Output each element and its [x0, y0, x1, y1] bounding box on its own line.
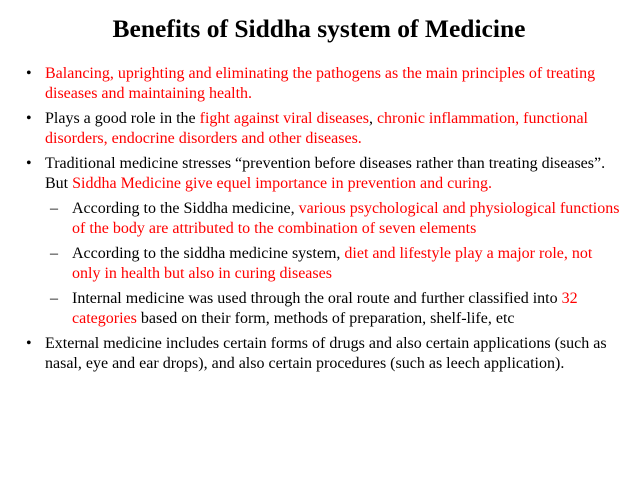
bullet-text — [45, 110, 588, 147]
bullet-item — [26, 109, 622, 149]
highlighted-text: fight against viral diseases — [199, 110, 369, 127]
bullet-item — [26, 64, 622, 104]
sub-bullet-item — [26, 244, 622, 284]
sub-bullet-item — [26, 199, 622, 239]
plain-text: According to the Siddha medicine, — [72, 200, 299, 217]
plain-text: , — [368, 110, 377, 127]
highlighted-text: various psychological and physiological functions of the body are attributed to the combination of seven elements — [72, 200, 620, 237]
bullet-item — [26, 154, 622, 194]
sub-bullet-item — [26, 289, 622, 329]
highlighted-text: Balancing, uprighting and eliminating the pathogens as the main principles of treating diseases and maintaining health. — [45, 65, 596, 102]
plain-text: Traditional medicine stresses “prevention before diseases rather than treating diseases”. But — [45, 155, 606, 192]
bullet-text — [45, 155, 605, 192]
dash-marker: – — [50, 200, 58, 217]
bullet-marker: • — [26, 65, 32, 82]
plain-text: Plays a good role in the — [45, 110, 200, 127]
bullet-marker: • — [26, 155, 32, 172]
dash-marker: – — [50, 245, 58, 262]
highlighted-text: chronic inflammation, functional disorders, endocrine disorders and other diseases. — [45, 110, 588, 147]
bullet-list — [26, 64, 622, 379]
slide-title: Benefits of Siddha system of Medicine — [112, 14, 526, 43]
bullet-marker: • — [26, 335, 32, 352]
plain-text: According to the siddha medicine system, — [72, 245, 345, 262]
bullet-text — [45, 335, 607, 372]
dash-marker: – — [50, 290, 58, 307]
bullet-text — [72, 290, 578, 327]
highlighted-text: 32 categories — [72, 290, 578, 327]
plain-text: External medicine includes certain forms of drugs and also certain applications (such as nasal, eye and ear drops), and also certain procedures (such as leech application). — [45, 335, 607, 372]
plain-text: Internal medicine was used through the oral route and further classified into — [72, 290, 562, 307]
plain-text: based on their form, methods of preparation, shelf-life, etc — [136, 310, 515, 327]
highlighted-text: Siddha Medicine give equel importance in prevention and curing. — [72, 175, 492, 192]
bullet-item — [26, 334, 622, 374]
bullet-text — [45, 65, 595, 102]
highlighted-text: diet and lifestyle play a major role, not only in health but also in curing diseases — [72, 245, 593, 282]
bullet-text — [72, 245, 592, 282]
bullet-marker: • — [26, 110, 32, 127]
bullet-text — [72, 200, 619, 237]
